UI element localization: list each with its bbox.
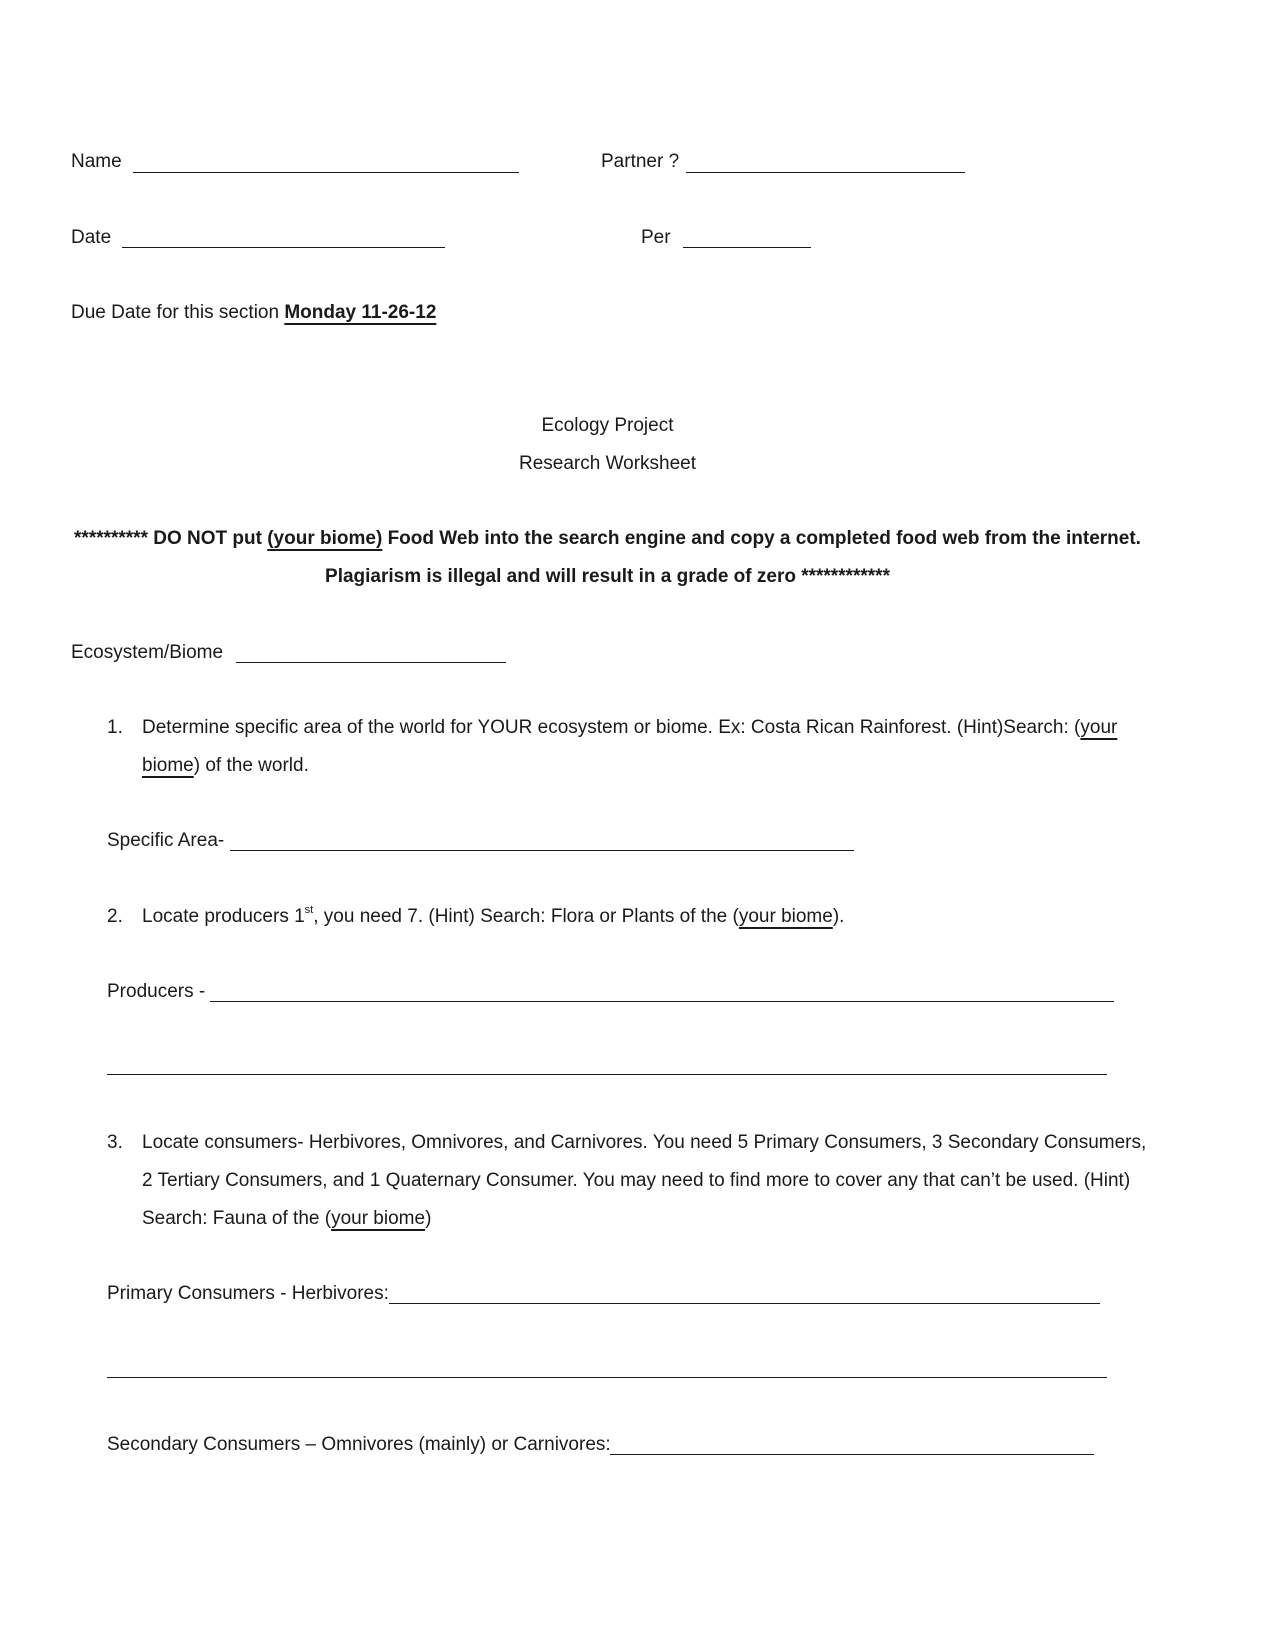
item-3-text: Search: Fauna of the ( [142,1208,332,1229]
due-date-label: Due Date for this section [71,302,280,323]
item-2-biome: your biome [738,906,833,927]
item-1-line-2 [142,754,309,778]
item-2-tail: ). [832,906,845,927]
document-title: Ecology Project [541,415,674,436]
due-date-line [71,301,436,325]
item-1-number: 1. [107,717,123,738]
period-label: Per [641,227,671,248]
partner-blank[interactable] [686,172,965,173]
item-3-number: 3. [107,1132,123,1153]
item-1-line-1 [142,716,1117,740]
item-3-line-1: Locate consumers- Herbivores, Omnivores, and Carnivores. You need 5 Primary Consumers, 3 Secondary Consumers, [142,1132,1147,1153]
period-blank[interactable] [683,247,811,248]
warning-rest: Food Web into the search engine and copy a completed food web from the internet. [387,528,1141,549]
primary-consumers-label: Primary Consumers - Herbivores: [107,1283,389,1304]
item-3-tail: ) [425,1208,432,1229]
producers-blank-2[interactable] [107,1074,1107,1075]
item-1-your: your [1080,717,1118,738]
document-subtitle: Research Worksheet [518,453,697,474]
specific-area-blank[interactable] [230,850,854,851]
name-label: Name [71,151,122,172]
item-3-biome: your biome [331,1208,426,1229]
ecosystem-label: Ecosystem/Biome [71,642,224,663]
item-2-number: 2. [107,906,123,927]
item-2-line [142,905,844,929]
secondary-consumers-label: Secondary Consumers – Omnivores (mainly) or Carnivores: [107,1434,611,1455]
item-1-biome: biome [142,755,194,776]
date-label: Date [71,227,112,248]
item-1-text: Determine specific area of the world for YOUR ecosystem or biome. Ex: Costa Rican Rainforest. (Hint)Search: ( [142,717,1081,738]
item-2-superscript: st [304,904,314,916]
warning-prefix: ********** DO NOT put [74,528,262,549]
warning-biome: (your biome) [267,528,383,549]
item-3-line-3 [142,1207,431,1231]
partner-label: Partner ? [601,151,680,172]
ecosystem-blank[interactable] [236,662,506,663]
item-2-text: Locate producers 1 [142,906,305,927]
name-blank[interactable] [133,172,519,173]
due-date-value: Monday 11-26-12 [284,302,437,323]
primary-consumers-blank-1[interactable] [389,1303,1100,1304]
primary-consumers-blank-2[interactable] [107,1377,1107,1378]
warning-line-2: Plagiarism is illegal and will result in a grade of zero ************ [325,566,890,587]
secondary-consumers-blank[interactable] [610,1454,1094,1455]
producers-label: Producers - [107,981,206,1002]
item-2-middle: , you need 7. (Hint) Search: Flora or Plants of the ( [313,906,739,927]
date-blank[interactable] [122,247,445,248]
producers-blank-1[interactable] [210,1001,1114,1002]
item-1-tail: ) of the world. [193,755,309,776]
warning-line-1 [0,527,1245,551]
item-3-line-2: 2 Tertiary Consumers, and 1 Quaternary Consumer. You may need to find more to cover any that can’t be used. (Hint) [142,1170,1131,1191]
specific-area-label: Specific Area- [107,830,225,851]
